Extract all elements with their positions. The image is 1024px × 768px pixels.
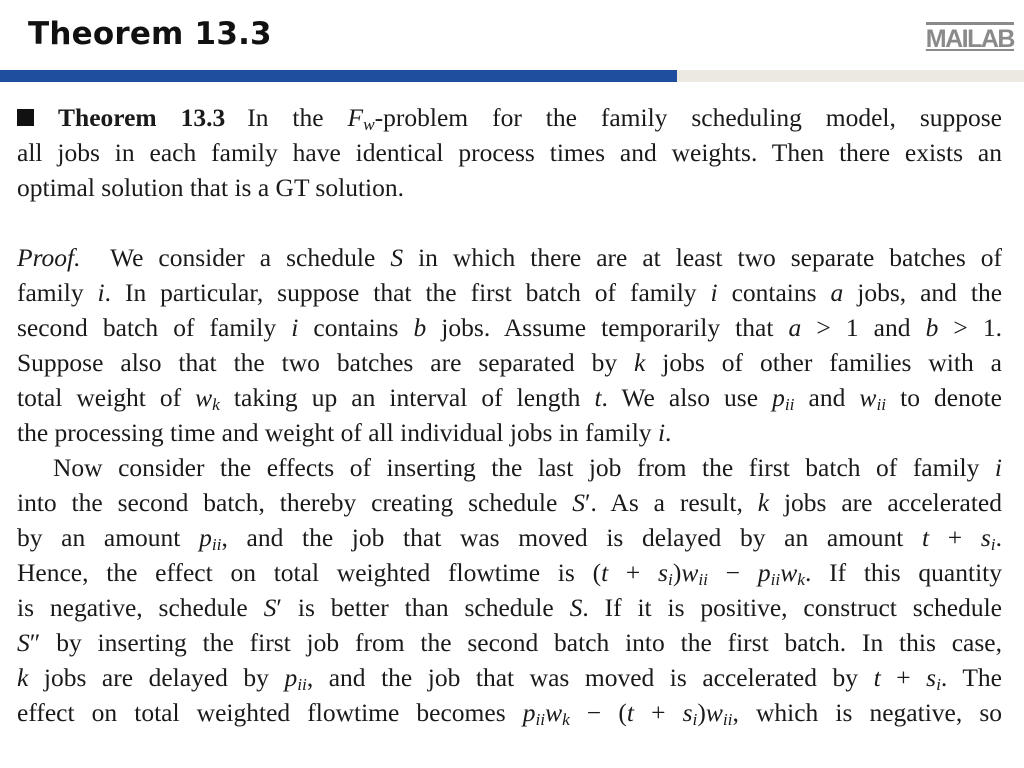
proof-line-3: second batch of family i contains b jobs. Assume temporarily that a > 1 and b > 1.: [17, 313, 1003, 342]
proof-line-14: effect on total weighted flowtime becomes $p_{ii}w_k - (t + s_i)w_{ii}$, which is negative, so: [17, 698, 1003, 729]
title-underline-bar: [0, 70, 677, 82]
proof-line-7: Now consider the effects of inserting the last job from the first batch of family i: [53, 453, 1002, 482]
proof-line-1: Proof. We consider a schedule S in which there are at least two separate batches of: [17, 243, 1002, 272]
proof-line-13: k jobs are delayed by $p_{ii}$, and the job that was moved is accelerated by $t + s_i$. The: [17, 663, 1003, 694]
proof-line-9: by an amount $p_{ii}$, and the job that was moved is delayed by an amount $t + s_i$.: [17, 523, 1002, 554]
proof-text: [17, 240, 1002, 730]
proof-line-8: into the second batch, thereby creating schedule S′. As a result, k jobs are accelerated: [17, 488, 1003, 517]
title-underline-bar-grey: [677, 70, 1024, 82]
proof-label: Proof.: [17, 243, 81, 272]
theorem-square-bullet: [17, 109, 34, 126]
proof-line-10: Hence, the effect on total weighted flowtime is $(t + s_i)w_{ii} - p_{ii}w_k$. If this quantity: [17, 558, 1002, 589]
slide-title: Theorem 13.3: [28, 16, 272, 52]
theorem-line-1: Theorem 13.3 In the $F_w$-problem for the family scheduling model, suppose: [17, 100, 1002, 135]
proof-line-2: family i. In particular, suppose that the first batch of family i contains a jobs, and the: [17, 278, 1003, 307]
proof-line-12: S″ by inserting the first job from the second batch into the first batch. In this case,: [17, 628, 1002, 657]
proof-line-6: the processing time and weight of all individual jobs in family i.: [17, 418, 672, 447]
theorem-statement: [17, 100, 1002, 205]
theorem-label: Theorem 13.3: [58, 103, 226, 132]
proof-line-11: is negative, schedule S′ is better than schedule S. If it is positive, construct schedule: [17, 593, 1002, 622]
theorem-line-3: optimal solution that is a GT solution.: [17, 173, 404, 202]
proof-line-5: total weight of $w_k$ taking up an interval of length t. We also use $p_{ii}$ and $w_{ii}$ to denote: [17, 383, 1002, 414]
proof-line-4: Suppose also that the two batches are separated by k jobs of other families with a: [17, 348, 1002, 377]
mailab-logo: MAILAB: [926, 22, 1014, 53]
theorem-line-2: all jobs in each family have identical process times and weights. Then there exists an: [17, 138, 1002, 167]
